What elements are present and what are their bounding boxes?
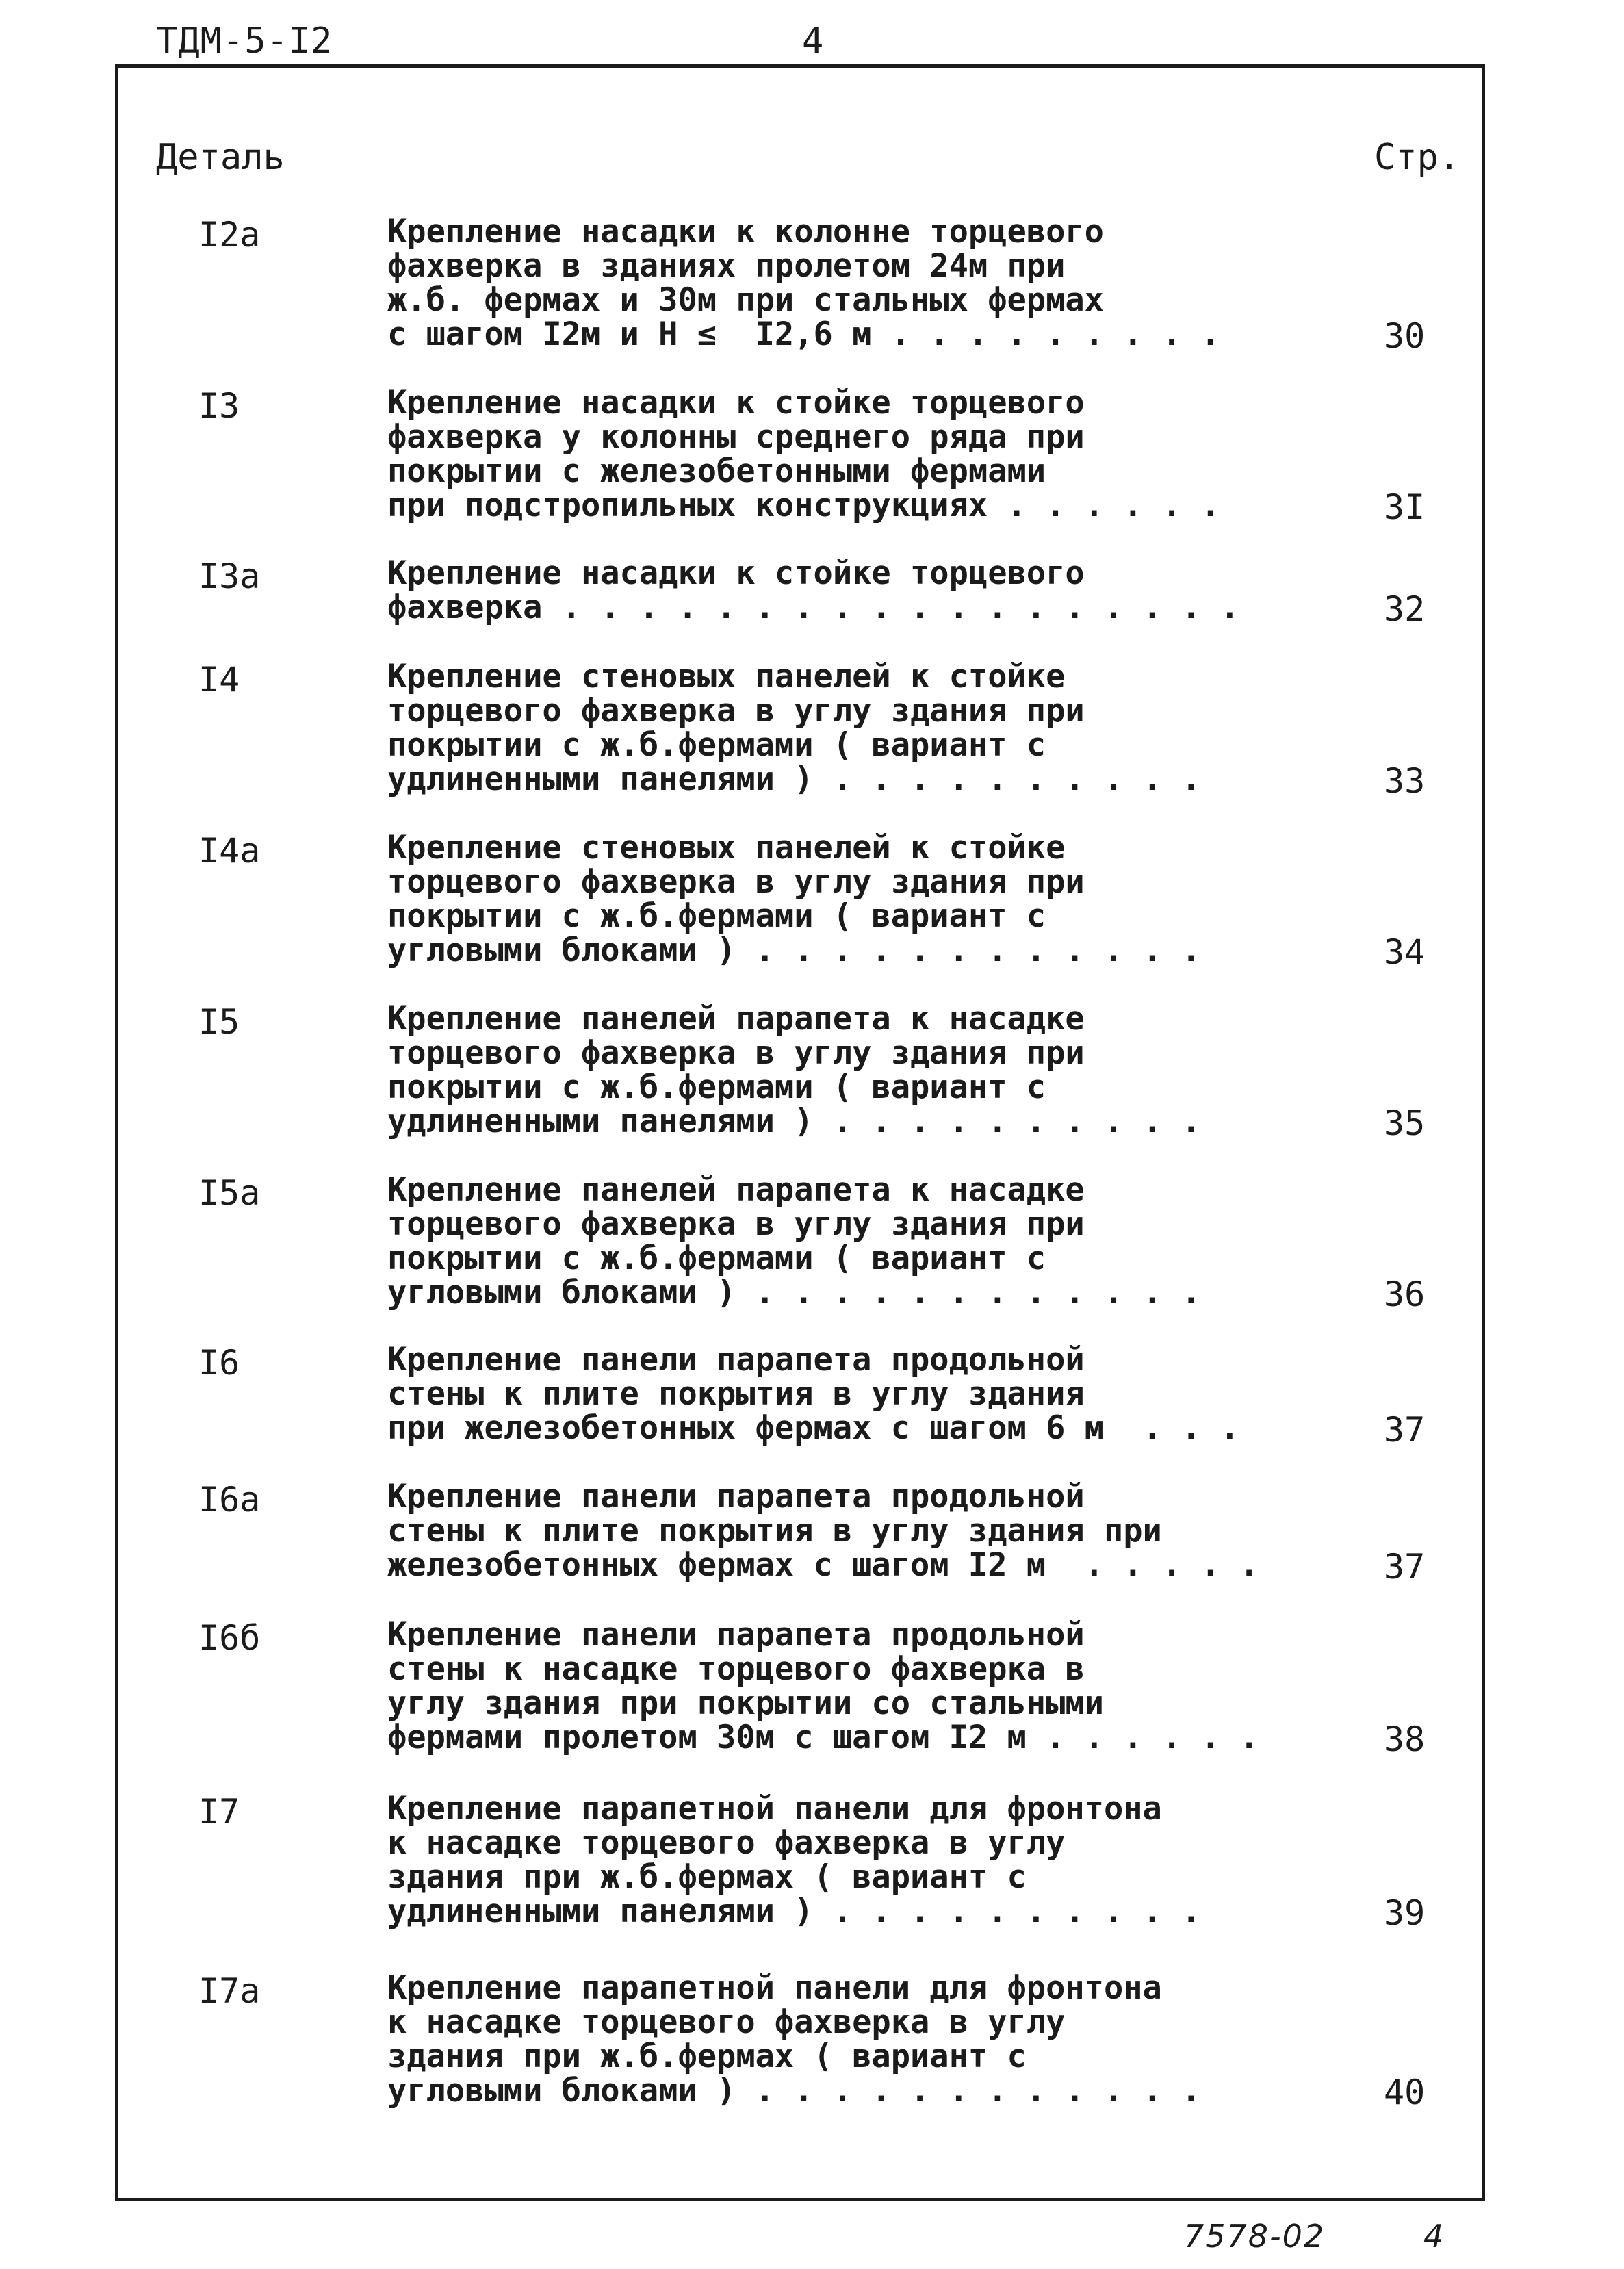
entry-page-number: 34: [1384, 932, 1426, 972]
entry-title-line: торцевого фахверка в углу здания при: [387, 1034, 1085, 1072]
entry-title: [387, 1792, 1345, 1929]
entry-title-line: при железобетонных фермах с шагом 6 м . . .: [387, 1409, 1240, 1447]
entry-code: I2a: [198, 215, 261, 255]
entry-title-line: ж.б. фермах и 30м при стальных фермах: [387, 281, 1104, 319]
entry-title-line: покрытии с железобетонными фермами: [387, 452, 1046, 490]
entry-title-line: Крепление стеновых панелей к стойке: [387, 658, 1066, 695]
entry-title-line: удлиненными панелями ) . . . . . . . . . .: [387, 760, 1201, 798]
entry-title-line: покрытии с ж.б.фермами ( вариант с: [387, 1068, 1046, 1106]
entry-title-line: покрытии с ж.б.фермами ( вариант с: [387, 726, 1046, 764]
entry-title-line: удлиненными панелями ) . . . . . . . . . .: [387, 1103, 1201, 1140]
entry-title-line: фахверка у колонны среднего ряда при: [387, 418, 1085, 456]
entry-code: I6a: [198, 1480, 261, 1520]
entry-title-line: Крепление панели парапета продольной: [387, 1616, 1085, 1654]
entry-title-line: углу здания при покрытии со стальными: [387, 1684, 1104, 1722]
entry-code: I4: [198, 660, 240, 700]
entry-title-line: торцевого фахверка в углу здания при: [387, 692, 1085, 730]
entry-page-number: 32: [1384, 589, 1426, 629]
entry-code: I3: [198, 386, 240, 426]
entry-title-line: покрытии с ж.б.фермами ( вариант с: [387, 897, 1046, 935]
entry-title-line: Крепление насадки к колонне торцевого: [387, 213, 1104, 251]
entry-code: I5: [198, 1002, 240, 1042]
entry-title-line: фахверка . . . . . . . . . . . . . . . . . .: [387, 589, 1240, 626]
entry-title: [387, 1480, 1345, 1582]
entry-title-line: здания при ж.б.фермах ( вариант с: [387, 1858, 1027, 1896]
entry-title: [387, 1971, 1345, 2108]
entry-code: I7: [198, 1792, 240, 1832]
entry-title-line: удлиненными панелями ) . . . . . . . . . .: [387, 1893, 1201, 1930]
entry-title: [387, 1618, 1345, 1755]
entry-title-line: к насадке торцевого фахверка в углу: [387, 2003, 1066, 2041]
entry-title-line: Крепление панелей парапета к насадке: [387, 1171, 1085, 1209]
entry-title-line: угловыми блоками ) . . . . . . . . . . . .: [387, 2072, 1201, 2110]
entry-page-number: 36: [1384, 1274, 1426, 1314]
entry-page-number: 37: [1384, 1547, 1426, 1587]
entry-title: [387, 1343, 1345, 1446]
entry-page-number: 35: [1384, 1103, 1426, 1143]
entry-title-line: фахверка в зданиях пролетом 24м при: [387, 247, 1066, 285]
entry-title-line: фермами пролетом 30м с шагом I2 м . . . . . .: [387, 1719, 1259, 1756]
entry-title-line: Крепление панели парапета продольной: [387, 1341, 1085, 1379]
handwritten-number: 7578-02: [1184, 2218, 1326, 2255]
entry-code: I3a: [198, 556, 261, 596]
entry-title: [387, 1173, 1345, 1310]
entry-title-line: Крепление парапетной панели для фронтона: [387, 1969, 1162, 2007]
entry-code: I7a: [198, 1971, 261, 2011]
entry-page-number: 3I: [1384, 487, 1426, 527]
entry-title-line: здания при ж.б.фермах ( вариант с: [387, 2038, 1027, 2075]
entry-page-number: 39: [1384, 1893, 1426, 1933]
entry-title-line: Крепление насадки к стойке торцевого: [387, 554, 1085, 592]
entry-code: I6: [198, 1343, 240, 1383]
entry-title-line: при подстропильных конструкциях . . . . . .: [387, 487, 1220, 524]
entry-page-number: 40: [1384, 2073, 1426, 2112]
entry-title-line: стены к плите покрытия в углу здания при: [387, 1512, 1162, 1550]
entry-title-line: железобетонных фермах с шагом I2 м . . . . .: [387, 1546, 1259, 1584]
entry-page-number: 38: [1384, 1719, 1426, 1759]
entry-title-line: Крепление парапетной панели для фронтона: [387, 1790, 1162, 1828]
entry-code: I4a: [198, 831, 261, 871]
entry-page-number: 33: [1384, 761, 1426, 801]
sheet-number: 4: [1423, 2218, 1444, 2255]
entry-title-line: торцевого фахверка в углу здания при: [387, 1205, 1085, 1243]
column-header-page: Стр.: [1374, 137, 1460, 178]
entry-title-line: стены к плите покрытия в углу здания: [387, 1375, 1085, 1413]
entry-title: [387, 1002, 1345, 1139]
entry-title-line: Крепление стеновых панелей к стойке: [387, 829, 1066, 867]
entry-title-line: Крепление панели парапета продольной: [387, 1478, 1085, 1515]
entry-page-number: 30: [1384, 316, 1426, 356]
entry-code: I5a: [198, 1173, 261, 1213]
entry-title-line: угловыми блоками ) . . . . . . . . . . . .: [387, 1274, 1201, 1311]
entry-title-line: к насадке торцевого фахверка в углу: [387, 1824, 1066, 1862]
entry-title-line: с шагом I2м и Н ≤ I2,6 м . . . . . . . . .: [387, 316, 1220, 353]
entry-title-line: покрытии с ж.б.фермами ( вариант с: [387, 1240, 1046, 1277]
column-header-detail: Деталь: [156, 137, 285, 178]
entry-title-line: торцевого фахверка в углу здания при: [387, 863, 1085, 901]
entry-title: [387, 660, 1345, 797]
entry-code: I6б: [198, 1618, 261, 1658]
document-code: ТДМ-5-I2: [156, 21, 333, 62]
entry-title: [387, 556, 1345, 625]
page-number: 4: [802, 21, 824, 62]
entry-title-line: Крепление насадки к стойке торцевого: [387, 384, 1085, 422]
entry-title: [387, 386, 1345, 523]
entry-title: [387, 215, 1345, 352]
entry-page-number: 37: [1384, 1410, 1426, 1450]
entry-title-line: угловыми блоками ) . . . . . . . . . . . .: [387, 932, 1201, 969]
entry-title: [387, 831, 1345, 968]
entry-title-line: Крепление панелей парапета к насадке: [387, 1000, 1085, 1038]
entry-title-line: стены к насадке торцевого фахверка в: [387, 1650, 1085, 1688]
